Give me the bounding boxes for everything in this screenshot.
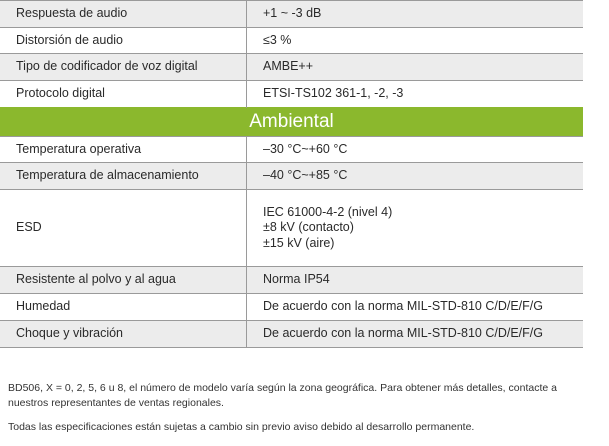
spec-label: ESD: [0, 190, 247, 267]
section-header-ambiental: [0, 108, 583, 137]
spec-row-ingress-protection: [0, 267, 583, 294]
spec-label: Resistente al polvo y al agua: [0, 267, 247, 294]
spec-value: [247, 190, 584, 267]
esd-line: ±8 kV (contacto): [263, 220, 354, 235]
spec-label: Temperatura operativa: [0, 137, 247, 163]
spec-label: Tipo de codificador de voz digital: [0, 54, 247, 81]
spec-row-esd: [0, 190, 583, 267]
spec-label: Humedad: [0, 294, 247, 321]
spec-value: ETSI-TS102 361-1, -2, -3: [247, 81, 584, 108]
spec-label: Respuesta de audio: [0, 1, 247, 28]
spec-value: AMBE++: [247, 54, 584, 81]
spec-value: De acuerdo con la norma MIL-STD-810 C/D/E/F/G: [247, 321, 584, 348]
spec-label: Temperatura de almacenamiento: [0, 163, 247, 190]
spec-row-humidity: [0, 294, 583, 321]
spec-row-digital-protocol: [0, 81, 583, 108]
spec-value: +1 ~ -3 dB: [247, 1, 584, 28]
spec-value: ≤3 %: [247, 28, 584, 54]
spec-row-audio-response: [0, 1, 583, 28]
spec-value: Norma IP54: [247, 267, 584, 294]
spec-value: –30 °C~+60 °C: [247, 137, 584, 163]
spec-value: De acuerdo con la norma MIL-STD-810 C/D/E/F/G: [247, 294, 584, 321]
spec-row-vocoder: [0, 54, 583, 81]
spec-label: Protocolo digital: [0, 81, 247, 108]
spec-row-shock-vibration: [0, 321, 583, 348]
spec-row-operating-temp: [0, 137, 583, 163]
spec-label: Choque y vibración: [0, 321, 247, 348]
footnote-disclaimer: Todas las especificaciones están sujetas a cambio sin previo aviso debido al desarrollo permanente.: [8, 421, 475, 433]
spec-row-audio-distortion: [0, 28, 583, 54]
esd-line: IEC 61000-4-2 (nivel 4): [263, 204, 393, 219]
esd-line: ±15 kV (aire): [263, 235, 335, 250]
section-title: Ambiental: [0, 108, 583, 137]
spec-value: –40 °C~+85 °C: [247, 163, 584, 190]
footnote-model: BD506, X = 0, 2, 5, 6 u 8, el número de modelo varía según la zona geográfica. Para obtener más detalles, contacte a nuestros representantes de ventas regionales.: [8, 382, 557, 409]
spec-label: Distorsión de audio: [0, 28, 247, 54]
footnotes: [8, 381, 598, 444]
spec-row-storage-temp: [0, 163, 583, 190]
